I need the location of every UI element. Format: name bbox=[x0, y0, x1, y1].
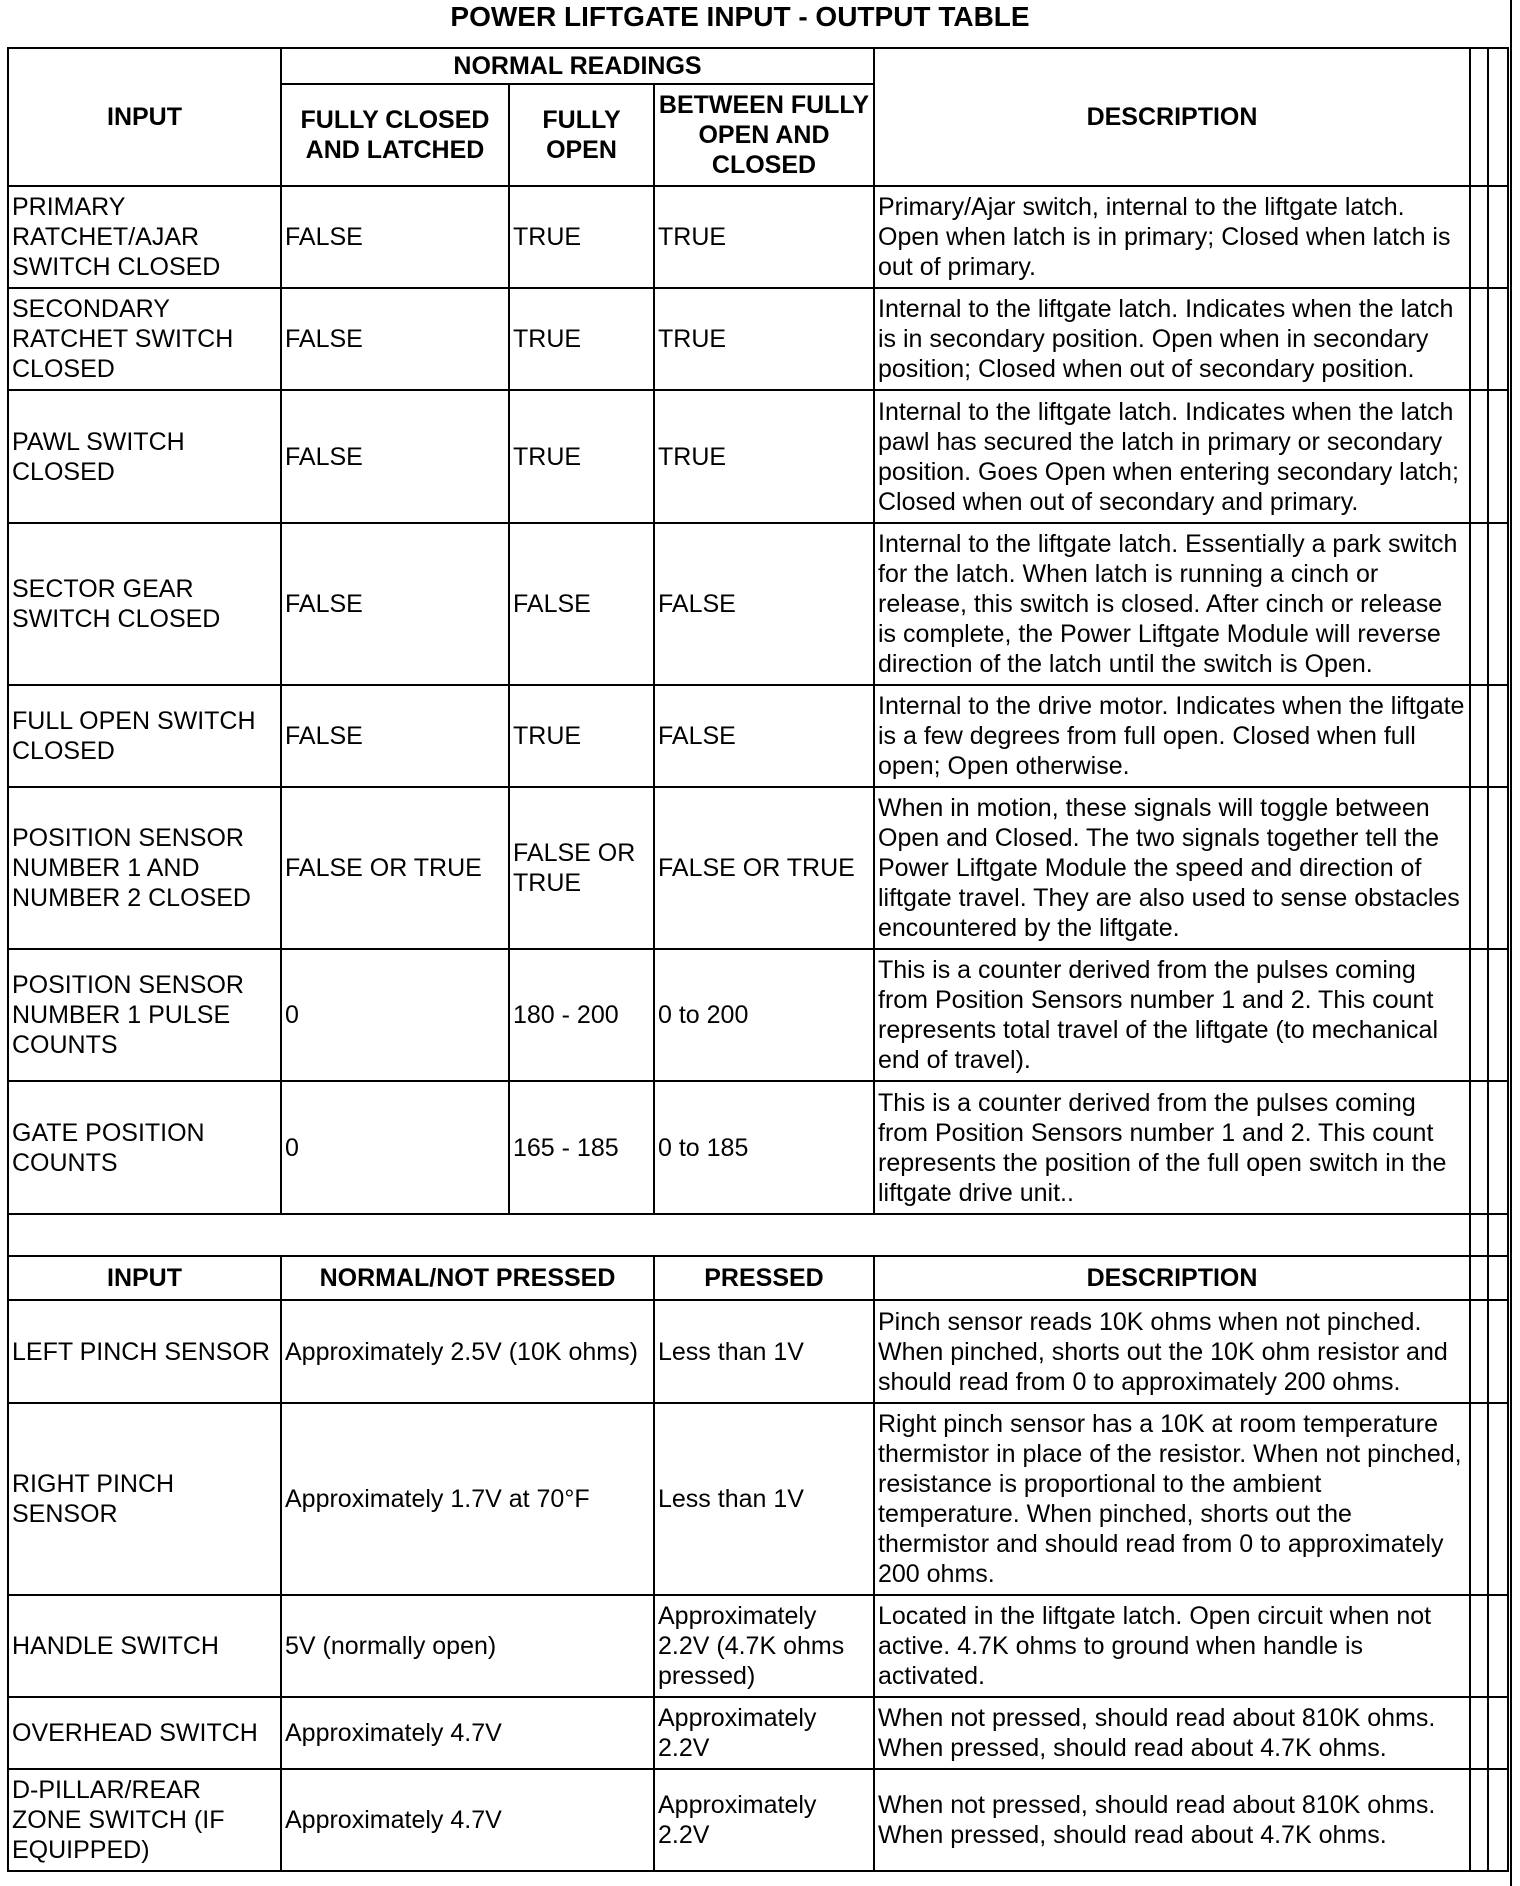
input-cell: FULL OPEN SWITCH CLOSED bbox=[8, 685, 281, 787]
closed-cell: FALSE bbox=[281, 523, 509, 685]
description-cell: This is a counter derived from the pulses coming from Position Sensors number 1 and 2. This count represents total travel of the liftgate (to mechanical end of travel). bbox=[874, 949, 1470, 1081]
right-strip bbox=[1488, 787, 1508, 949]
table-row bbox=[8, 1595, 1508, 1697]
header-fully-closed: FULLY CLOSED AND LATCHED bbox=[281, 84, 509, 186]
right-strip bbox=[1470, 288, 1488, 390]
description-cell: Located in the liftgate latch. Open circuit when not active. 4.7K ohms to ground when handle is activated. bbox=[874, 1595, 1470, 1697]
header-description: DESCRIPTION bbox=[874, 48, 1470, 186]
right-strip bbox=[1470, 685, 1488, 787]
right-strip bbox=[1470, 1769, 1488, 1871]
description-cell: When not pressed, should read about 810K ohms. When pressed, should read about 4.7K ohms. bbox=[874, 1769, 1470, 1871]
pressed-cell: Less than 1V bbox=[654, 1300, 874, 1403]
right-strip bbox=[1470, 1300, 1488, 1403]
spacer-cell bbox=[8, 1214, 1470, 1256]
closed-cell: FALSE bbox=[281, 390, 509, 523]
between-cell: TRUE bbox=[654, 288, 874, 390]
description-cell: Right pinch sensor has a 10K at room temperature thermistor in place of the resistor. When not pinched, resistance is proportional to the ambient temperature. When pinched, shorts out the thermistor and should read from 0 to approximately 200 ohms. bbox=[874, 1403, 1470, 1595]
description-cell: Internal to the drive motor. Indicates when the liftgate is a few degrees from full open. Closed when full open; Open otherwise. bbox=[874, 685, 1470, 787]
closed-cell: FALSE bbox=[281, 288, 509, 390]
input-cell: GATE POSITION COUNTS bbox=[8, 1081, 281, 1214]
page-title: POWER LIFTGATE INPUT - OUTPUT TABLE bbox=[450, 1, 1030, 32]
input-cell: HANDLE SWITCH bbox=[8, 1595, 281, 1697]
input-cell: D-PILLAR/REAR ZONE SWITCH (IF EQUIPPED) bbox=[8, 1769, 281, 1871]
table-row bbox=[8, 288, 1508, 390]
right-strip bbox=[1488, 1769, 1508, 1871]
right-strip bbox=[1488, 1081, 1508, 1214]
table-row bbox=[8, 1769, 1508, 1871]
between-cell: FALSE bbox=[654, 685, 874, 787]
right-strip bbox=[1470, 1256, 1488, 1300]
right-strip bbox=[1488, 1595, 1508, 1697]
description-cell: Internal to the liftgate latch. Indicates when the latch pawl has secured the latch in primary or secondary position. Goes Open when entering secondary latch; Closed when out of secondary and primary. bbox=[874, 390, 1470, 523]
input-cell: OVERHEAD SWITCH bbox=[8, 1697, 281, 1769]
between-cell: 0 to 185 bbox=[654, 1081, 874, 1214]
input-cell: RIGHT PINCH SENSOR bbox=[8, 1403, 281, 1595]
pressed-cell: Less than 1V bbox=[654, 1403, 874, 1595]
closed-cell: FALSE bbox=[281, 186, 509, 288]
right-strip bbox=[1488, 523, 1508, 685]
right-strip bbox=[1470, 1403, 1488, 1595]
right-strip bbox=[1488, 186, 1508, 288]
open-cell: FALSE OR TRUE bbox=[509, 787, 654, 949]
table-row bbox=[8, 390, 1508, 523]
right-strip bbox=[1488, 390, 1508, 523]
between-cell: TRUE bbox=[654, 390, 874, 523]
between-cell: FALSE OR TRUE bbox=[654, 787, 874, 949]
table-row bbox=[8, 1300, 1508, 1403]
right-strip bbox=[1470, 1595, 1488, 1697]
right-strip bbox=[1488, 48, 1508, 186]
table-row bbox=[8, 787, 1508, 949]
header-pressed: PRESSED bbox=[654, 1256, 874, 1300]
closed-cell: 0 bbox=[281, 1081, 509, 1214]
header-input: INPUT bbox=[8, 48, 281, 186]
header-normal-not-pressed: NORMAL/NOT PRESSED bbox=[281, 1256, 654, 1300]
description-cell: When not pressed, should read about 810K ohms. When pressed, should read about 4.7K ohms. bbox=[874, 1697, 1470, 1769]
input-cell: PRIMARY RATCHET/AJAR SWITCH CLOSED bbox=[8, 186, 281, 288]
table-row bbox=[8, 1403, 1508, 1595]
description-cell: This is a counter derived from the pulses coming from Position Sensors number 1 and 2. This count represents the position of the full open switch in the liftgate drive unit.. bbox=[874, 1081, 1470, 1214]
normal-cell: Approximately 4.7V bbox=[281, 1697, 654, 1769]
table-row bbox=[8, 186, 1508, 288]
right-strip bbox=[1470, 390, 1488, 523]
between-cell: FALSE bbox=[654, 523, 874, 685]
normal-cell: Approximately 2.5V (10K ohms) bbox=[281, 1300, 654, 1403]
section2-header-row bbox=[8, 1256, 1508, 1300]
table-row bbox=[8, 685, 1508, 787]
description-cell: When in motion, these signals will toggle between Open and Closed. The two signals together tell the Power Liftgate Module the speed and direction of liftgate travel. They are also used to sense obstacles encountered by the liftgate. bbox=[874, 787, 1470, 949]
right-strip bbox=[1488, 685, 1508, 787]
normal-cell: Approximately 1.7V at 70°F bbox=[281, 1403, 654, 1595]
spacer-row bbox=[8, 1214, 1508, 1256]
input-cell: SECONDARY RATCHET SWITCH CLOSED bbox=[8, 288, 281, 390]
right-strip bbox=[1470, 48, 1488, 186]
right-strip bbox=[1470, 787, 1488, 949]
header-input-2: INPUT bbox=[8, 1256, 281, 1300]
page-right-border bbox=[1510, 0, 1512, 1886]
right-strip bbox=[1488, 288, 1508, 390]
description-cell: Internal to the liftgate latch. Essentially a park switch for the latch. When latch is running a cinch or release, this switch is closed. After cinch or release is complete, the Power Liftgate Module will reverse direction of the latch until the switch is Open. bbox=[874, 523, 1470, 685]
right-strip bbox=[1488, 949, 1508, 1081]
pressed-cell: Approximately 2.2V bbox=[654, 1769, 874, 1871]
right-strip bbox=[1488, 1214, 1508, 1256]
open-cell: 165 - 185 bbox=[509, 1081, 654, 1214]
input-cell: POSITION SENSOR NUMBER 1 AND NUMBER 2 CLOSED bbox=[8, 787, 281, 949]
right-strip bbox=[1488, 1300, 1508, 1403]
input-cell: LEFT PINCH SENSOR bbox=[8, 1300, 281, 1403]
header-description-2: DESCRIPTION bbox=[874, 1256, 1470, 1300]
open-cell: 180 - 200 bbox=[509, 949, 654, 1081]
header-fully-open: FULLY OPEN bbox=[509, 84, 654, 186]
input-cell: SECTOR GEAR SWITCH CLOSED bbox=[8, 523, 281, 685]
table-row bbox=[8, 1081, 1508, 1214]
right-strip bbox=[1488, 1697, 1508, 1769]
table-row bbox=[8, 949, 1508, 1081]
right-strip bbox=[1470, 186, 1488, 288]
closed-cell: 0 bbox=[281, 949, 509, 1081]
right-strip bbox=[1470, 1081, 1488, 1214]
table-row bbox=[8, 523, 1508, 685]
closed-cell: FALSE bbox=[281, 685, 509, 787]
between-cell: TRUE bbox=[654, 186, 874, 288]
open-cell: FALSE bbox=[509, 523, 654, 685]
open-cell: TRUE bbox=[509, 186, 654, 288]
right-strip bbox=[1488, 1256, 1508, 1300]
open-cell: TRUE bbox=[509, 685, 654, 787]
description-cell: Pinch sensor reads 10K ohms when not pinched. When pinched, shorts out the 10K ohm resistor and should read from 0 to approximately 200 ohms. bbox=[874, 1300, 1470, 1403]
normal-cell: Approximately 4.7V bbox=[281, 1769, 654, 1871]
header-normal-readings: NORMAL READINGS bbox=[281, 48, 874, 84]
right-strip bbox=[1470, 1697, 1488, 1769]
right-strip bbox=[1488, 1403, 1508, 1595]
pressed-cell: Approximately 2.2V (4.7K ohms pressed) bbox=[654, 1595, 874, 1697]
right-strip bbox=[1470, 949, 1488, 1081]
between-cell: 0 to 200 bbox=[654, 949, 874, 1081]
input-output-table bbox=[7, 47, 1509, 1872]
right-strip bbox=[1470, 523, 1488, 685]
table-row bbox=[8, 1697, 1508, 1769]
description-cell: Primary/Ajar switch, internal to the liftgate latch. Open when latch is in primary; Closed when latch is out of primary. bbox=[874, 186, 1470, 288]
section1-header-row-1 bbox=[8, 48, 1508, 84]
input-cell: POSITION SENSOR NUMBER 1 PULSE COUNTS bbox=[8, 949, 281, 1081]
normal-cell: 5V (normally open) bbox=[281, 1595, 654, 1697]
closed-cell: FALSE OR TRUE bbox=[281, 787, 509, 949]
right-strip bbox=[1470, 1214, 1488, 1256]
header-between: BETWEEN FULLY OPEN AND CLOSED bbox=[654, 84, 874, 186]
pressed-cell: Approximately 2.2V bbox=[654, 1697, 874, 1769]
open-cell: TRUE bbox=[509, 390, 654, 523]
input-cell: PAWL SWITCH CLOSED bbox=[8, 390, 281, 523]
open-cell: TRUE bbox=[509, 288, 654, 390]
description-cell: Internal to the liftgate latch. Indicates when the latch is in secondary position. Open when in secondary position; Closed when out of secondary position. bbox=[874, 288, 1470, 390]
